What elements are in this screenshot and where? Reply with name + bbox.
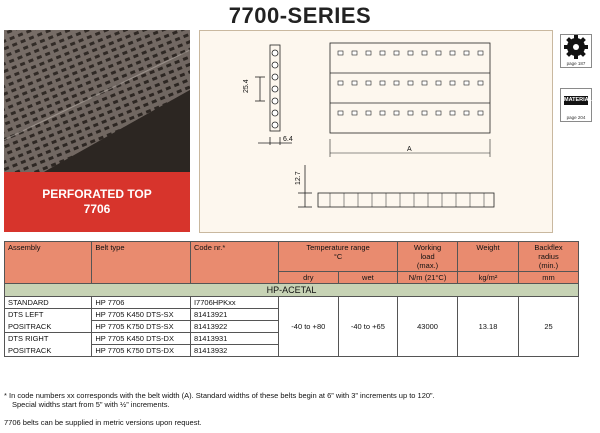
flex-header-2: radius bbox=[538, 252, 559, 261]
table-header-row bbox=[5, 242, 579, 272]
row-code: 81413921 bbox=[190, 309, 278, 321]
row-assembly: DTS RIGHT bbox=[5, 333, 92, 345]
dim-pitch-label: 25.4 bbox=[243, 79, 250, 93]
sub-weight-unit: kg/m² bbox=[457, 272, 518, 284]
technical-drawing bbox=[199, 30, 553, 233]
row-belt: HP 7705 K450 DTS-DX bbox=[92, 333, 191, 345]
material-link[interactable] bbox=[560, 88, 592, 122]
caption-line1: PERFORATED TOP bbox=[42, 187, 152, 201]
sub-flex-unit: mm bbox=[519, 272, 579, 284]
caption-line2: 7706 bbox=[83, 202, 111, 216]
load-header-3: (max.) bbox=[416, 261, 439, 270]
col-temp bbox=[279, 242, 398, 272]
note-line1: * In code numbers xx corresponds with the belt width (A). Standard widths of these belts begin at 6” with 3” increments up to 120”. bbox=[4, 391, 435, 400]
row-assembly: POSITRACK bbox=[5, 321, 92, 333]
belt-photo bbox=[4, 30, 190, 172]
value-weight: 13.18 bbox=[457, 297, 518, 357]
sub-wet: wet bbox=[338, 272, 398, 284]
col-assembly: Assembly bbox=[5, 242, 92, 284]
value-wet: -40 to +65 bbox=[338, 297, 398, 357]
flex-header-1: Backflex bbox=[534, 243, 563, 252]
sub-dry: dry bbox=[279, 272, 339, 284]
sub-load-unit: N/m (21°C) bbox=[398, 272, 458, 284]
table-row bbox=[5, 297, 579, 309]
value-dry: -40 to +80 bbox=[279, 297, 339, 357]
col-load bbox=[398, 242, 458, 272]
dim-width-label: A bbox=[407, 146, 412, 153]
load-header-2: load bbox=[420, 252, 435, 261]
row-code: 81413922 bbox=[190, 321, 278, 333]
belt-photo-image bbox=[4, 30, 190, 172]
row-belt: HP 7705 K750 DTS-SX bbox=[92, 321, 191, 333]
sprocket-icon bbox=[561, 35, 591, 59]
temp-header-unit: °C bbox=[333, 252, 343, 261]
col-code: Code nr.* bbox=[190, 242, 278, 284]
col-weight: Weight bbox=[457, 242, 518, 272]
value-load: 43000 bbox=[398, 297, 458, 357]
row-code: 81413931 bbox=[190, 333, 278, 345]
drawing-svg bbox=[200, 31, 552, 232]
col-flex bbox=[519, 242, 579, 272]
sprocket-link[interactable] bbox=[560, 34, 592, 68]
load-header-1: Working bbox=[413, 243, 442, 252]
sprocket-page-ref: page 187 bbox=[566, 61, 586, 66]
row-belt: HP 7706 bbox=[92, 297, 191, 309]
section-row bbox=[5, 284, 579, 297]
row-assembly: STANDARD bbox=[5, 297, 92, 309]
spec-table bbox=[4, 241, 579, 357]
material-page-ref: page 204 bbox=[566, 115, 586, 120]
material-icon: MATERIAL bbox=[564, 97, 593, 103]
row-assembly: DTS LEFT bbox=[5, 309, 92, 321]
row-belt: HP 7705 K450 DTS-SX bbox=[92, 309, 191, 321]
page-title: 7700-SERIES bbox=[228, 3, 372, 28]
row-code: I7706HPKxx bbox=[190, 297, 278, 309]
section-label: HP-ACETAL bbox=[5, 284, 579, 297]
row-belt: HP 7705 K750 DTS-DX bbox=[92, 345, 191, 357]
flex-header-3: (min.) bbox=[538, 261, 559, 270]
note-line2: Special widths start from 5” with ½” increments. bbox=[12, 400, 170, 409]
col-belt-type: Belt type bbox=[92, 242, 191, 284]
value-flex: 25 bbox=[519, 297, 579, 357]
note-line3: 7706 belts can be supplied in metric versions upon request. bbox=[4, 418, 202, 427]
dim-height-label: 12.7 bbox=[295, 171, 302, 185]
row-assembly: POSITRACK bbox=[5, 345, 92, 357]
row-code: 81413932 bbox=[190, 345, 278, 357]
temp-header-label: Temperature range bbox=[306, 243, 370, 252]
product-caption bbox=[4, 172, 190, 232]
dim-thick-label: 6.4 bbox=[283, 136, 293, 143]
